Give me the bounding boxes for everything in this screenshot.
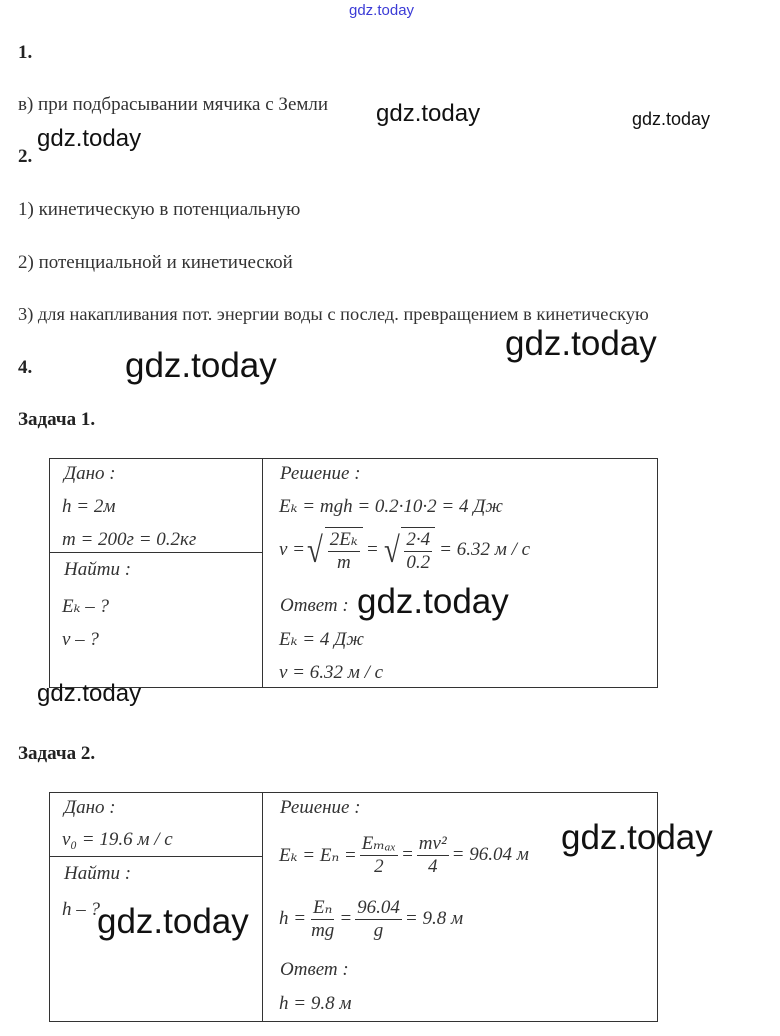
given-value: v₀ = 19.6 м / с xyxy=(62,829,173,850)
question-4-number: 4. xyxy=(18,357,33,378)
answer-value: v = 6.32 м / с xyxy=(279,662,384,683)
question-2-answer-3: 3) для накапливания пот. энергии воды с послед. превращением в кинетическую xyxy=(18,304,649,324)
watermark: gdz.today xyxy=(561,818,713,857)
given-label: Дано : xyxy=(64,797,116,818)
watermark: gdz.today xyxy=(357,582,509,621)
height-formula: h = $\frac{\text{Eₙ}}{mg}$ = $\frac{96.04}{g}$ = 9.8 м xyxy=(279,897,464,941)
find-label: Найти : xyxy=(64,559,132,580)
find-label: Найти : xyxy=(64,863,132,884)
find-value: h – ? xyxy=(62,899,100,920)
watermark: gdz.today xyxy=(97,902,249,941)
question-1-answer: в) при подбрасывании мячика с Земли xyxy=(18,94,329,115)
answer-label: Ответ : xyxy=(280,595,349,616)
task-2-title: Задача 2. xyxy=(18,743,96,764)
given-value: m = 200г = 0.2кг xyxy=(62,529,197,550)
solution-line: Eₖ = mgh = 0.2·10·2 = 4 Дж xyxy=(279,496,503,517)
question-1-number: 1. xyxy=(18,42,33,63)
question-2-answer-1: 1) кинетическую в потенциальную xyxy=(18,199,301,220)
energy-formula: Eₖ = Eₙ = $\frac{\text{Eₘₐₓ}}{2}$ = $\frac{\text{mv²}}{4}$ = 96.04 м xyxy=(279,833,529,877)
solution-label: Решение : xyxy=(280,463,361,484)
answer-value: Eₖ = 4 Дж xyxy=(279,629,364,650)
watermark: gdz.today xyxy=(37,125,142,152)
given-label: Дано : xyxy=(64,463,116,484)
question-2-answer-2: 2) потенциальной и кинетической xyxy=(18,252,293,273)
find-value: v – ? xyxy=(62,629,99,650)
find-value: Eₖ – ? xyxy=(62,596,110,617)
solution-label: Решение : xyxy=(280,797,361,818)
task-1-table xyxy=(49,458,658,688)
task-1-title: Задача 1. xyxy=(18,409,96,430)
answer-value: h = 9.8 м xyxy=(279,993,352,1014)
solution-velocity-formula: v = √ $\frac{\text{2Eₖ}}{m}$ = √ $\frac{2\cdot 4}{0.2}$ = 6.32 м / с xyxy=(279,529,531,573)
watermark-top: gdz.today xyxy=(349,2,415,19)
watermark: gdz.today xyxy=(37,680,142,707)
watermark: gdz.today xyxy=(376,100,481,127)
answer-label: Ответ : xyxy=(280,959,349,980)
watermark: gdz.today xyxy=(632,109,711,129)
given-value: h = 2м xyxy=(62,496,116,517)
question-2-number: 2. xyxy=(18,146,33,167)
watermark: gdz.today xyxy=(125,346,277,385)
watermark: gdz.today xyxy=(505,324,657,363)
